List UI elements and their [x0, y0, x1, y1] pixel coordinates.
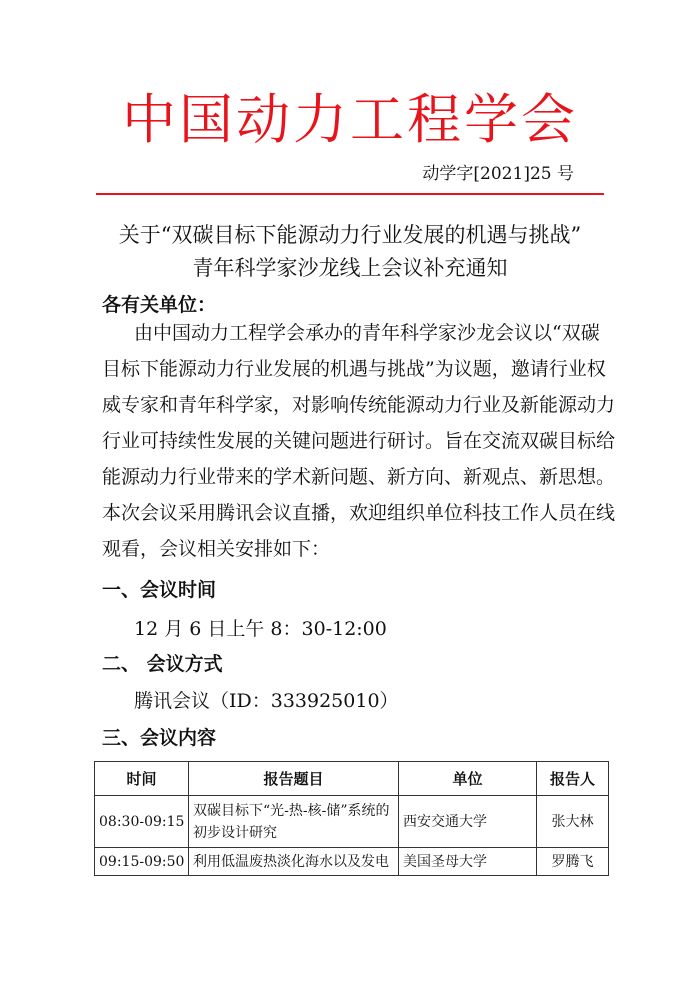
agenda-unit-cell: 美国圣母大学	[399, 848, 537, 876]
meeting-time-value: 12 月 6 日上午 8：30-12:00	[134, 618, 387, 640]
notice-title-line-2: 青年科学家沙龙线上会议补充通知	[192, 256, 508, 280]
section-heading-content: 三、会议内容	[102, 727, 217, 749]
agenda-speaker-cell: 罗腾飞	[537, 848, 609, 876]
paragraph-line: 威专家和青年科学家，对影响传统能源动力行业及新能源动力	[102, 394, 616, 416]
agenda-time-cell: 08:30-09:15	[95, 796, 189, 848]
agenda-row	[95, 796, 609, 848]
agenda-time-cell: 09:15-09:50	[95, 848, 189, 876]
notice-title-line-1: 关于“双碳目标下能源动力行业发展的机遇与挑战”	[118, 223, 582, 247]
agenda-row	[95, 848, 609, 876]
header-topic: 报告题目	[189, 762, 399, 796]
paragraph-line: 观看，会议相关安排如下：	[102, 538, 331, 560]
salutation: 各有关单位：	[102, 294, 217, 316]
paragraph-line: 能源动力行业带来的学术新问题、新方向、新观点、新思想。	[102, 466, 616, 488]
agenda-table	[94, 761, 609, 876]
agenda-speaker-cell: 张大林	[537, 796, 609, 848]
header-speaker: 报告人	[537, 762, 609, 796]
paragraph-line: 行业可持续性发展的关键问题进行研讨。旨在交流双碳目标给	[102, 430, 616, 452]
header-time: 时间	[95, 762, 189, 796]
section-heading-time: 一、会议时间	[102, 579, 217, 601]
document-number: 动学字[2021]25 号	[422, 164, 574, 184]
agenda-topic-cell: 双碳目标下“光-热-核-储”系统的初步设计研究	[189, 796, 399, 848]
red-divider-line	[96, 193, 604, 195]
header-unit: 单位	[399, 762, 537, 796]
paragraph-line: 本次会议采用腾讯会议直播，欢迎组织单位科技工作人员在线	[102, 502, 616, 524]
agenda-header-row	[95, 762, 609, 796]
section-heading-method: 二、 会议方式	[102, 653, 223, 675]
paragraph-line: 目标下能源动力行业发展的机遇与挑战”为议题，邀请行业权	[102, 358, 606, 380]
organization-letterhead: 中国动力工程学会	[122, 88, 578, 151]
meeting-method-value: 腾讯会议（ID：333925010）	[134, 690, 399, 712]
agenda-unit-cell: 西安交通大学	[399, 796, 537, 848]
paragraph-line: 由中国动力工程学会承办的青年科学家沙龙会议以“双碳	[134, 322, 600, 344]
agenda-topic-cell: 利用低温废热淡化海水以及发电	[189, 848, 399, 876]
